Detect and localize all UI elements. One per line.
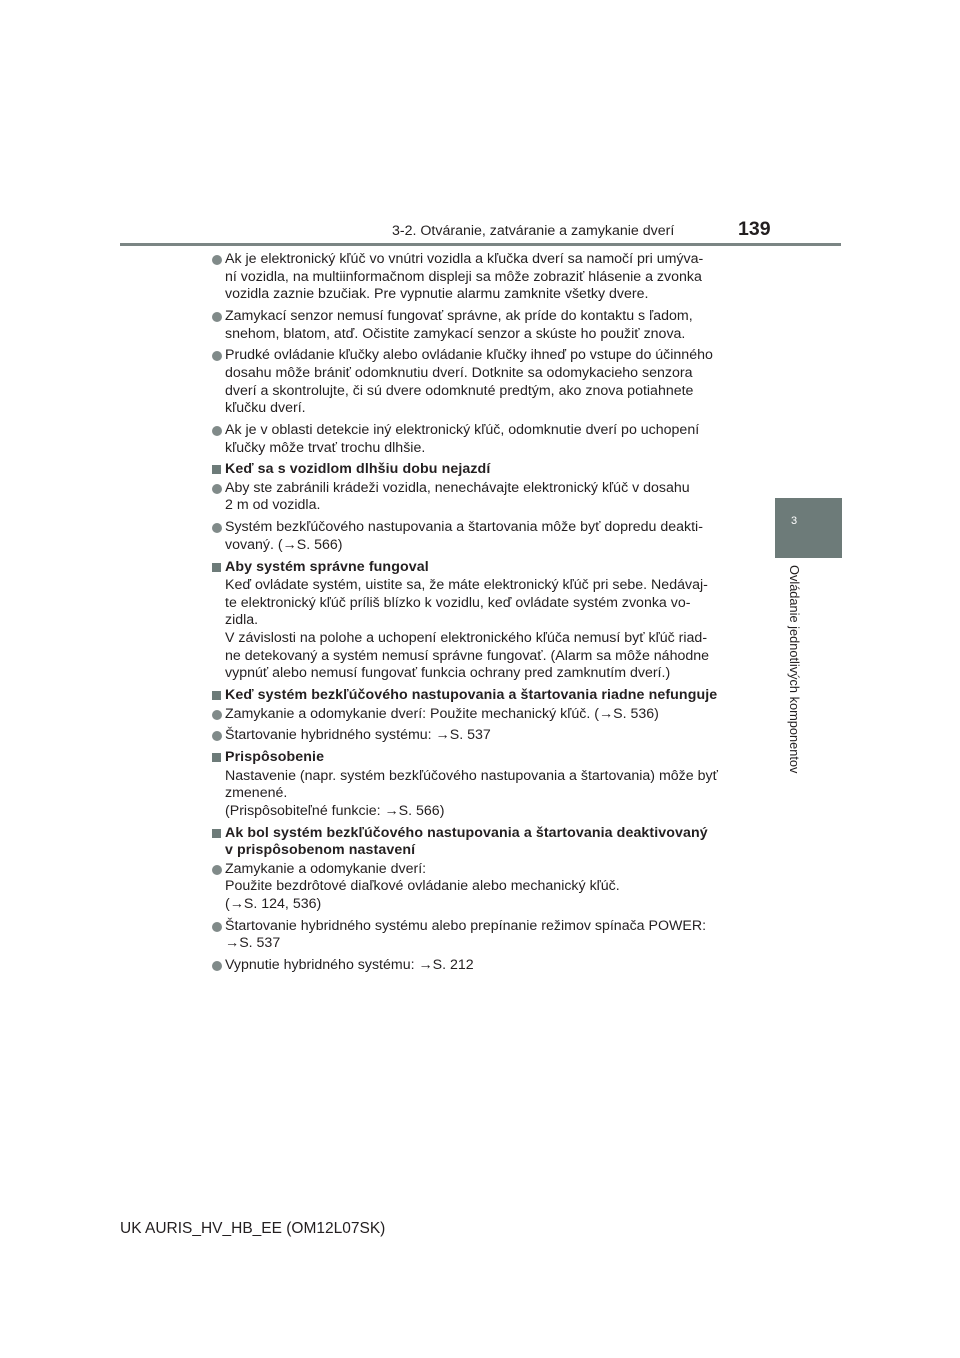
text-line: Systém bezkľúčového nastupovania a štartovania môže byť dopredu deakti-	[225, 519, 703, 536]
section-square-icon	[212, 465, 221, 474]
text-line: kľučky môže trvať trochu dlhšie.	[225, 439, 426, 456]
bullet-item	[212, 519, 758, 554]
bullet-item	[212, 706, 758, 724]
chapter-number: 3	[790, 515, 798, 527]
bullet-item	[212, 422, 758, 457]
text-line: zmenené.	[225, 785, 288, 802]
section-heading	[212, 825, 758, 860]
text-line: Štartovanie hybridného systému alebo prepínanie režimov spínača POWER:	[225, 917, 707, 934]
section-paragraph	[212, 577, 758, 683]
text-line: ne detekovaný a systém nemusí správne fungovať. (Alarm sa môže náhodne	[225, 647, 710, 664]
bullet-item	[212, 861, 758, 914]
section-square-icon	[212, 753, 221, 762]
bullet-icon	[212, 255, 222, 265]
text-line: Zamykanie a odomykanie dverí: Použite mechanický kľúč. (→S. 536)	[225, 705, 659, 722]
heading-text: Aby systém správne fungoval	[225, 558, 429, 575]
text-line: zidla.	[225, 612, 259, 629]
bullet-icon	[212, 922, 222, 932]
text-line: Použite bezdrôtové diaľkové ovládanie alebo mechanický kľúč.	[225, 878, 620, 895]
text-line: vozidla zaznie bzučiak. Pre vypnutie alarmu zamknite všetky dvere.	[225, 286, 649, 303]
section-heading	[212, 749, 758, 767]
bullet-icon	[212, 710, 222, 720]
bullet-item	[212, 957, 758, 975]
text-line: Aby ste zabránili krádeži vozidla, nenechávajte elektronický kľúč v dosahu	[225, 479, 690, 496]
bullet-icon	[212, 523, 222, 533]
chapter-tab	[775, 498, 842, 558]
bullet-icon	[212, 426, 222, 436]
bullet-icon	[212, 865, 222, 875]
text-line: Nastavenie (napr. systém bezkľúčového nastupovania a štartovania) môže byť	[225, 767, 718, 784]
text-line: vypnúť alebo nemusí fungovať funkcia ochrany pred zamknutím dverí.)	[225, 665, 671, 682]
text-line: 2 m od vozidla.	[225, 497, 321, 514]
text-line: Vypnutie hybridného systému: →S. 212	[225, 957, 474, 974]
bullet-item	[212, 727, 758, 745]
section-title: 3-2. Otváranie, zatváranie a zamykanie dverí	[392, 223, 675, 239]
text-line: Ak je elektronický kľúč vo vnútri vozidla a kľučka dverí sa namočí pri umýva-	[225, 251, 704, 267]
text-line: Prudké ovládanie kľučky alebo ovládanie kľučky ihneď po vstupe do účinného	[225, 347, 713, 364]
page-content	[212, 251, 758, 979]
chapter-title: Ovládanie jednotlivých komponentov	[787, 565, 802, 774]
section-heading	[212, 461, 758, 479]
section-square-icon	[212, 691, 221, 700]
text-line: vovaný. (→S. 566)	[225, 536, 343, 553]
bullet-item	[212, 480, 758, 515]
text-line: Zamykanie a odomykanie dverí:	[225, 860, 427, 877]
heading-text: Keď sa s vozidlom dlhšiu dobu nejazdí	[225, 461, 491, 478]
section-heading	[212, 559, 758, 577]
bullet-item	[212, 347, 758, 417]
page-number: 139	[738, 218, 771, 240]
heading-text: Ak bol systém bezkľúčového nastupovania a štartovania deaktivovaný	[225, 824, 708, 841]
text-line: (→S. 124, 536)	[225, 896, 322, 913]
text-line: Keď ovládate systém, uistite sa, že máte elektronický kľúč pri sebe. Nedávaj-	[225, 577, 708, 594]
bullet-item	[212, 251, 758, 304]
text-line: →S. 537	[225, 935, 281, 952]
text-line: kľučku dverí.	[225, 400, 306, 417]
section-square-icon	[212, 563, 221, 572]
text-line: te elektronický kľúč príliš blízko k vozidlu, keď ovládate systém zvonka vo-	[225, 594, 691, 611]
text-line: (Prispôsobiteľné funkcie: →S. 566)	[225, 802, 445, 819]
header-divider	[120, 243, 841, 246]
text-line: dverí a skontrolujte, či sú dvere odomknuté predtým, ako znova potiahnete	[225, 382, 694, 399]
bullet-icon	[212, 351, 222, 361]
text-line: Ak je v oblasti detekcie iný elektronický kľúč, odomknutie dverí po uchopení	[225, 421, 700, 438]
heading-text: Prispôsobenie	[225, 749, 325, 766]
text-line: Zamykací senzor nemusí fungovať správne, ak príde do kontaktu s ľadom,	[225, 307, 693, 324]
text-line: Štartovanie hybridného systému: →S. 537	[225, 727, 491, 744]
heading-text: v prispôsobenom nastavení	[225, 842, 416, 859]
text-line: V závislosti na polohe a uchopení elektronického kľúča nemusí byť kľúč riad-	[225, 630, 708, 646]
bullet-icon	[212, 731, 222, 741]
section-square-icon	[212, 829, 221, 838]
text-line: snehom, blatom, atď. Očistite zamykací senzor a skúste ho použiť znova.	[225, 325, 686, 342]
bullet-icon	[212, 312, 222, 322]
bullet-icon	[212, 484, 222, 494]
bullet-icon	[212, 961, 222, 971]
heading-text: Keď systém bezkľúčového nastupovania a štartovania riadne nefunguje	[225, 686, 718, 703]
model-code-footer: UK AURIS_HV_HB_EE (OM12L07SK)	[120, 1220, 386, 1237]
text-line: ní vozidla, na multiinformačnom displeji sa môže zobraziť hlásenie a zvonka	[225, 268, 702, 285]
section-heading	[212, 687, 758, 705]
bullet-item	[212, 308, 758, 343]
section-paragraph	[212, 768, 758, 821]
bullet-item	[212, 918, 758, 953]
text-line: dosahu môže brániť odomknutiu dverí. Dotknite sa odomykacieho senzora	[225, 364, 693, 381]
